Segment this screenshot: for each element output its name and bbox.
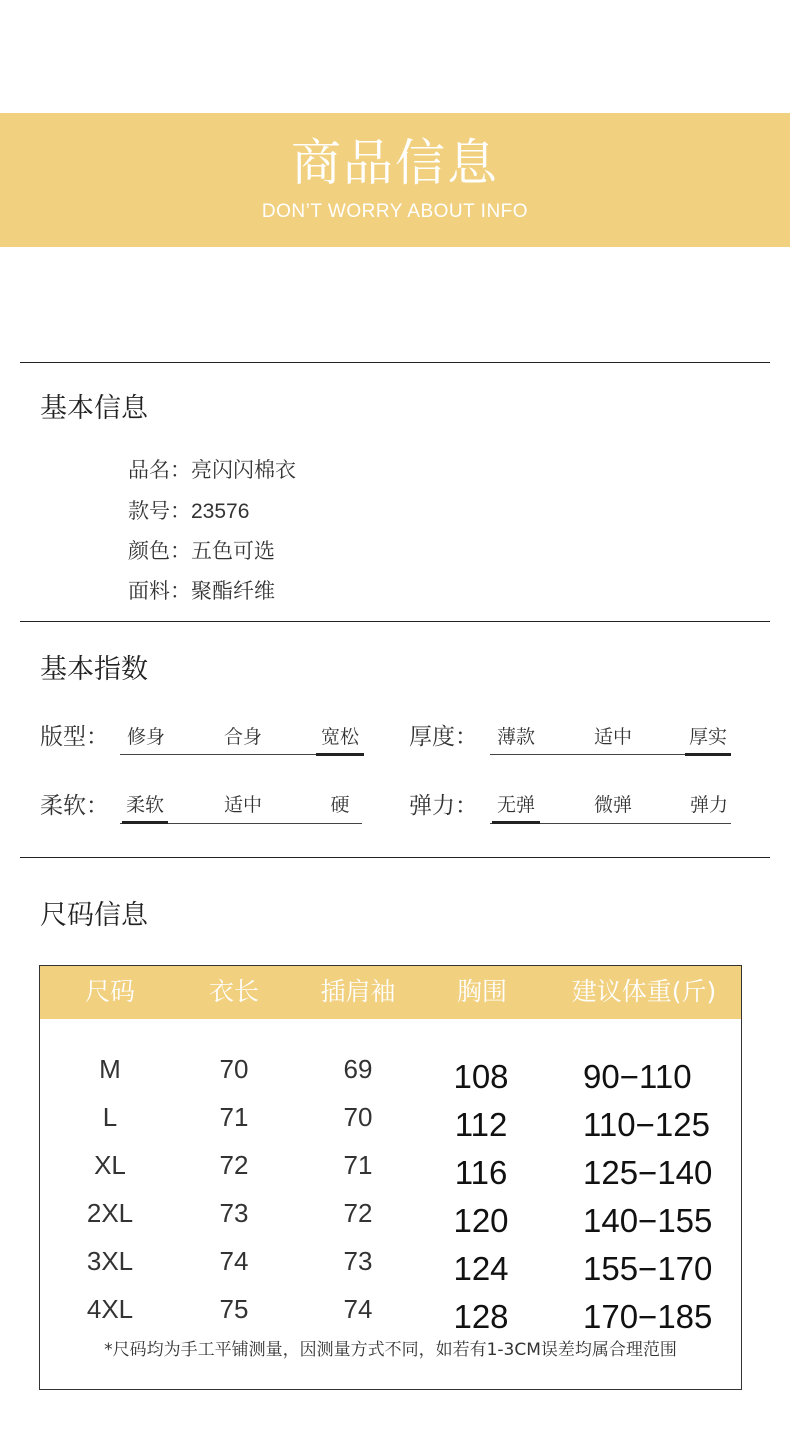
info-label: 颜色： <box>128 539 191 563</box>
index-option-fit-1: 修身 <box>126 726 165 748</box>
size-cell: 128 <box>453 1298 509 1335</box>
info-row-name <box>128 457 296 484</box>
info-value: 聚酯纤维 <box>191 580 275 603</box>
size-cell: 75 <box>219 1294 249 1324</box>
size-cell: 71 <box>343 1150 373 1180</box>
size-cell: 74 <box>343 1294 373 1324</box>
size-table-header <box>40 966 741 1019</box>
index-option-softness-2: 适中 <box>223 794 262 816</box>
header-size: 尺码 <box>84 977 136 1006</box>
size-cell: 73 <box>343 1246 373 1276</box>
divider <box>20 621 770 622</box>
size-cell: 73 <box>219 1198 249 1228</box>
info-row-color <box>128 538 275 565</box>
size-cell: 72 <box>219 1150 249 1180</box>
size-table <box>39 965 742 1390</box>
size-cell: 71 <box>219 1102 249 1132</box>
size-cell: 124 <box>453 1250 509 1287</box>
header-sleeve: 插肩袖 <box>320 977 396 1006</box>
size-cell: 155−170 <box>583 1250 713 1287</box>
info-row-style-no <box>128 498 249 525</box>
size-cell: 74 <box>219 1246 249 1276</box>
banner-subtitle: DON’T WORRY ABOUT INFO <box>261 201 529 222</box>
header-weight: 建议体重(斤) <box>571 977 717 1006</box>
size-cell: 112 <box>454 1106 508 1143</box>
section-title-basic-info: 基本信息 <box>40 393 148 424</box>
size-cell: XL <box>94 1150 126 1180</box>
index-option-elasticity-1-selected: 无弹 <box>492 793 540 817</box>
index-label-elasticity: 弹力： <box>409 793 478 819</box>
index-option-softness-1-selected: 柔软 <box>122 793 168 817</box>
index-option-fit-2: 合身 <box>223 726 262 748</box>
size-cell: 72 <box>343 1198 373 1228</box>
banner-title: 商品信息 <box>291 134 499 192</box>
size-cell: 116 <box>454 1154 508 1191</box>
index-label-softness: 柔软： <box>40 793 109 819</box>
size-cell: 70 <box>219 1054 249 1084</box>
size-cell: M <box>99 1054 121 1084</box>
size-cell: 108 <box>453 1058 509 1095</box>
info-label: 款号： <box>128 499 191 523</box>
index-option-thickness-2: 适中 <box>593 726 632 748</box>
index-label-fit: 版型： <box>40 724 109 750</box>
index-label-thickness: 厚度： <box>409 724 478 750</box>
header-chest: 胸围 <box>456 977 508 1006</box>
size-cell: 125−140 <box>583 1154 713 1191</box>
size-cell: 90−110 <box>583 1058 692 1095</box>
info-label: 品名： <box>128 458 191 482</box>
index-option-thickness-1: 薄款 <box>496 726 535 748</box>
index-option-softness-3: 硬 <box>330 794 350 816</box>
index-option-elasticity-2: 微弹 <box>593 794 632 816</box>
info-value: 五色可选 <box>191 540 275 563</box>
size-cell: 69 <box>343 1054 373 1084</box>
info-value: 亮闪闪棉衣 <box>191 459 296 482</box>
info-label: 面料： <box>128 579 191 603</box>
index-option-fit-3-selected: 宽松 <box>316 725 364 749</box>
header-length: 衣长 <box>208 977 260 1006</box>
size-cell: 140−155 <box>583 1202 713 1239</box>
size-cell: 3XL <box>86 1246 134 1276</box>
index-option-elasticity-3: 弹力 <box>689 794 728 816</box>
size-cell: 120 <box>453 1202 509 1239</box>
size-note: *尺码均为手工平铺测量，因测量方式不同，如若有1-3CM误差均属合理范围 <box>104 1340 677 1360</box>
divider <box>20 857 770 858</box>
size-cell: 70 <box>343 1102 373 1132</box>
size-cell: L <box>102 1102 118 1132</box>
size-cell: 170−185 <box>583 1298 713 1335</box>
size-cell: 110−125 <box>583 1106 710 1143</box>
header-banner <box>0 113 790 247</box>
size-cell: 4XL <box>86 1294 134 1324</box>
section-title-basic-index: 基本指数 <box>40 654 148 685</box>
info-row-fabric <box>128 578 275 605</box>
index-option-thickness-3-selected: 厚实 <box>685 725 731 749</box>
section-title-size-info: 尺码信息 <box>40 900 148 931</box>
size-cell: 2XL <box>86 1198 134 1228</box>
info-value: 23576 <box>191 500 250 523</box>
divider <box>20 362 770 363</box>
